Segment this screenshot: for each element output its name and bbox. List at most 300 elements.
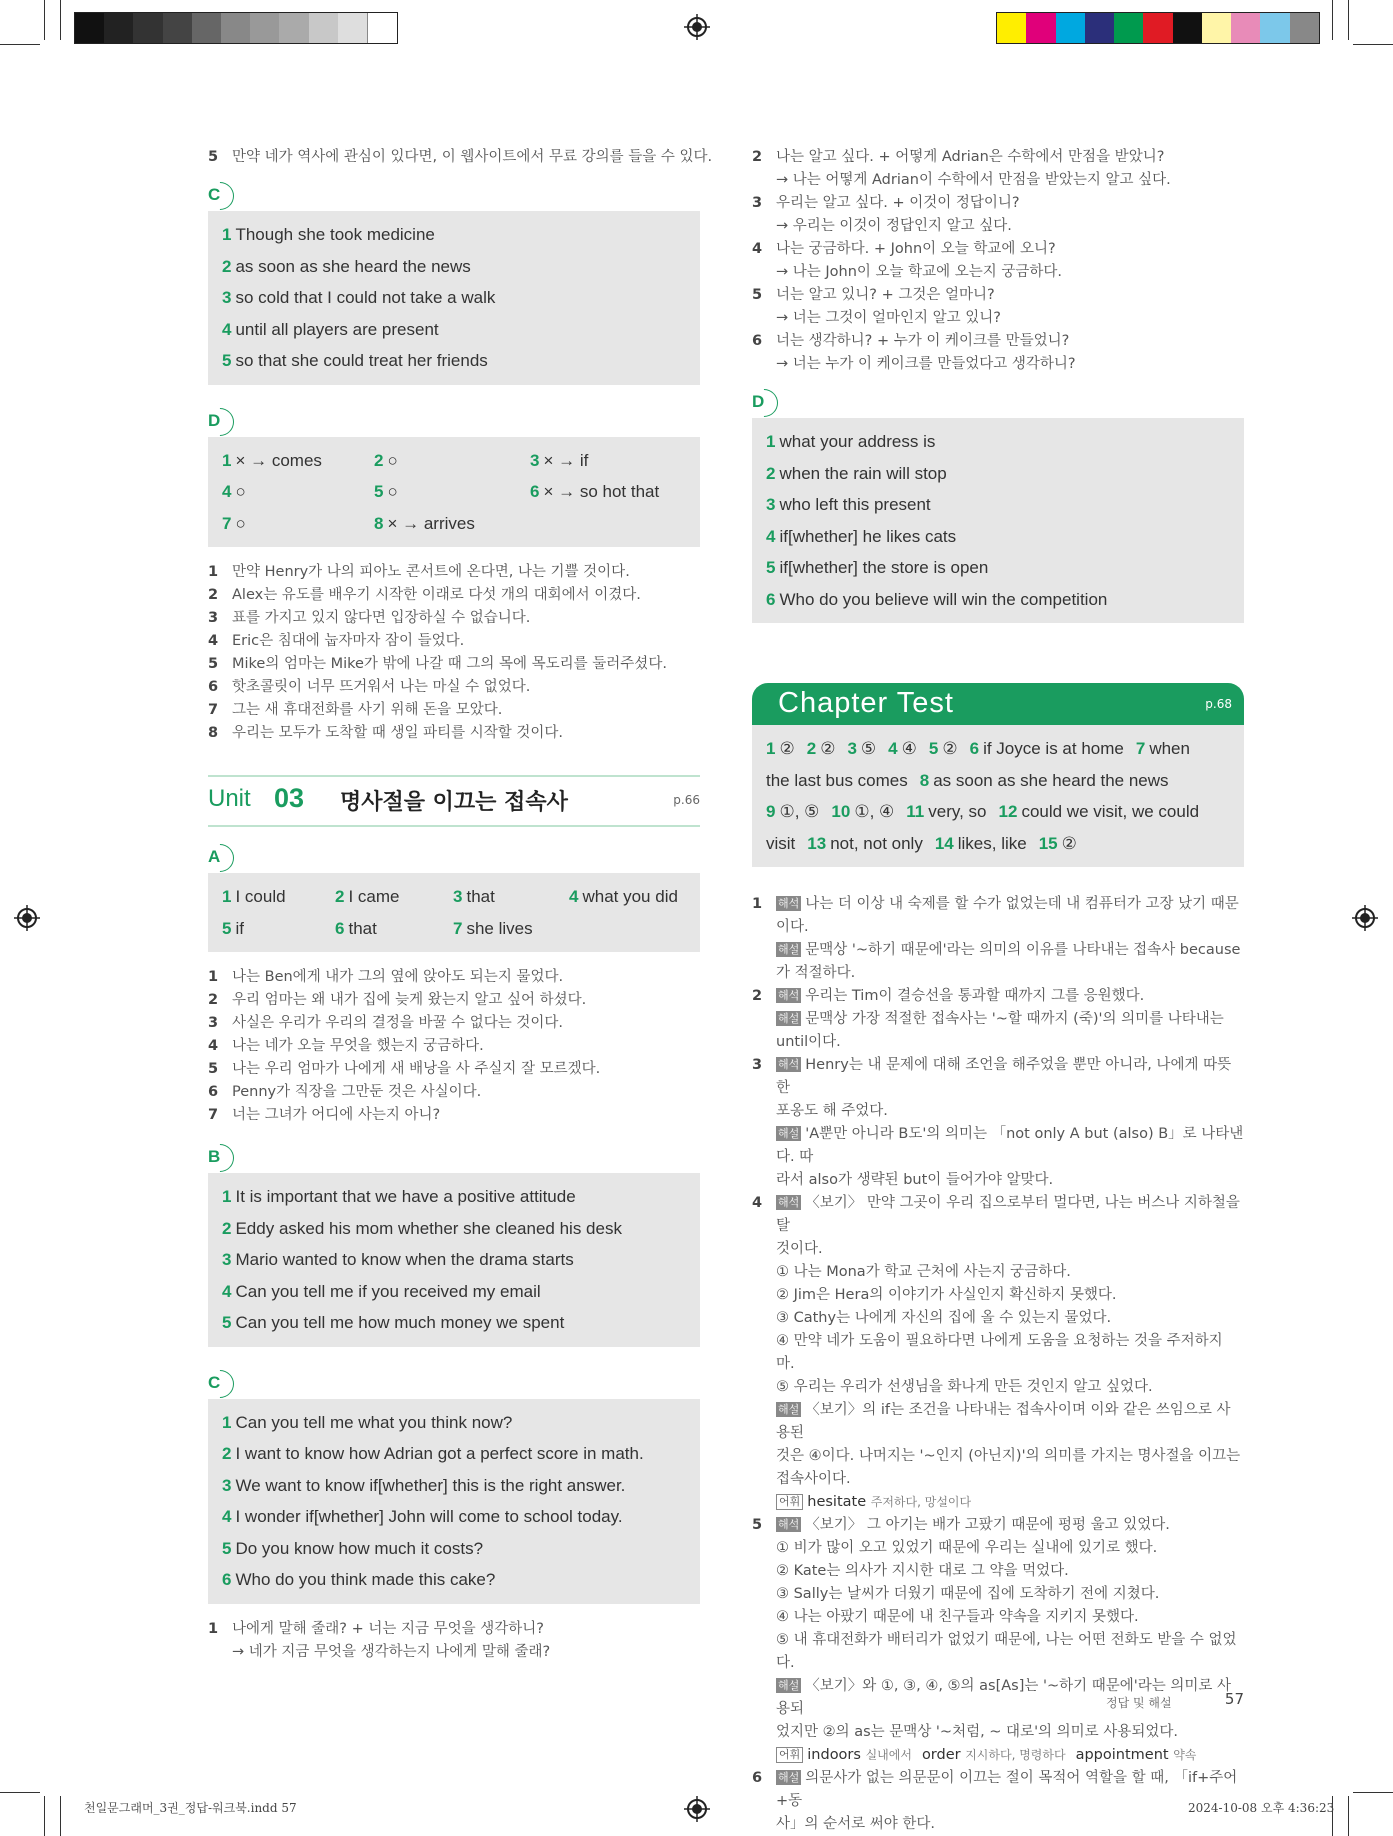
sentence-line: [752, 146, 1244, 169]
item-text: → 네가 지금 무엇을 생각하는지 나에게 말해 줄래?: [232, 1643, 551, 1660]
answer-text: very, so: [928, 802, 987, 821]
answer-text: that: [466, 887, 495, 906]
answer-cell: [222, 881, 335, 913]
registration-mark-icon: [1352, 905, 1378, 931]
item-text: Mike의 엄마는 Mike가 밖에 나갈 때 그의 목에 목도리를 둘러주셨다.: [232, 656, 667, 672]
answer-row: [222, 345, 686, 377]
answer-number: 13: [807, 833, 827, 853]
explanation-line: [752, 1721, 1244, 1744]
item-text: → 나는 John이 오늘 학교에 오는지 궁금하다.: [776, 264, 1063, 280]
item-number: 6: [752, 333, 763, 349]
answer-cell: [453, 913, 569, 945]
item-number: 2: [752, 988, 763, 1004]
explanation-line: [752, 1583, 1244, 1606]
explanation-tag: 해석: [778, 1196, 800, 1209]
answer-cell: [569, 913, 689, 945]
answer-text: ④: [901, 739, 917, 758]
right-column: [752, 146, 1244, 1836]
explanation-tag: 해설: [778, 1403, 800, 1416]
item-number: 1: [208, 564, 219, 580]
answer-number: 5: [222, 918, 232, 938]
section-label-b: B: [208, 1145, 700, 1175]
explanation-line: [752, 1192, 1244, 1238]
section-label-d: D: [208, 409, 700, 439]
explanation-text: ① 나는 Mona가 학교 근처에 사는지 궁금하다.: [776, 1264, 1071, 1280]
answer-number: 3: [847, 739, 857, 758]
unit-title: 명사절을 이끄는 접속사: [340, 790, 568, 815]
chapter-answer-line: [766, 828, 1230, 860]
answer-number: 3: [766, 495, 776, 514]
answer-number: 14: [934, 833, 954, 853]
explanation-text: ④ 만약 네가 도움이 필요하다면 나에게 도움을 요청하는 것을 주저하지 마.: [776, 1333, 1223, 1372]
explanation-text: 포옹도 해 주었다.: [776, 1103, 888, 1119]
crop-mark: [1332, 0, 1333, 40]
sentence-line: [752, 261, 1244, 284]
sentence-line: [208, 966, 700, 989]
item-number: 6: [208, 679, 219, 695]
explanation-text: 접속사이다.: [776, 1471, 851, 1487]
explanation-line: [752, 1330, 1244, 1376]
explanation-line: [752, 1261, 1244, 1284]
answer-text: as soon as she heard the news: [933, 770, 1169, 790]
answer-number: 2: [806, 739, 817, 758]
answer-box: [208, 211, 700, 385]
vocab-meaning: 약속: [1173, 1748, 1197, 1762]
explanation-line: [752, 1031, 1244, 1054]
answer-number: 4: [766, 526, 776, 546]
explanation-text: 문맥상 '~하기 때문에'라는 의미의 이유를 나타내는 접속사 because: [805, 942, 1241, 958]
answer-row: [222, 1470, 686, 1502]
item-text: 만약 Henry가 나의 피아노 콘서트에 온다면, 나는 기쁠 것이다.: [232, 564, 630, 580]
answer-number: 8: [919, 770, 930, 790]
answer-number: 6: [222, 1570, 232, 1589]
explanation-text: 가 적절하다.: [776, 965, 856, 981]
answer-number: 4: [222, 1507, 232, 1526]
explanation-text: 나는 더 이상 내 숙제를 할 수가 없었는데 내 컴퓨터가 고장 났기 때문: [805, 896, 1239, 912]
explanation-line: [752, 1284, 1244, 1307]
item-text: 표를 가지고 있지 않다면 입장하실 수 없습니다.: [232, 610, 531, 626]
explanation-tag: 해설: [778, 1679, 800, 1692]
explanation-text: 'A뿐만 아니라 B도'의 의미는 「not only A but (also) B」로 나타낸다. 따: [776, 1126, 1244, 1165]
answer-cell: [335, 881, 453, 913]
answer-cell: [335, 913, 453, 945]
explanation-text: 것이다.: [776, 1241, 823, 1257]
sentence-line: [208, 607, 700, 630]
answer-text: so cold that I could not take a walk: [235, 288, 496, 307]
answer-text: visit: [766, 833, 796, 853]
crop-mark: [1353, 44, 1393, 45]
answer-number: 1: [222, 1187, 232, 1206]
vocab-word: hesitate: [807, 1494, 871, 1510]
sentence-line: [208, 630, 700, 653]
crop-mark: [44, 1796, 45, 1836]
answer-text: It is important that we have a positive attitude: [235, 1187, 576, 1206]
item-text: 사실은 우리가 우리의 결정을 바꿀 수 없다는 것이다.: [232, 1015, 564, 1031]
chapter-test-page: p.68: [1205, 697, 1232, 711]
item-number: 8: [208, 725, 219, 741]
answer-number: 6: [766, 589, 776, 609]
explanation-line: [752, 962, 1244, 985]
item-number: 5: [208, 656, 219, 672]
answer-row: [222, 1564, 686, 1596]
answer-row: [766, 584, 1230, 616]
explanation-tag: 해설: [778, 1771, 800, 1784]
item-text: → 나는 어떻게 Adrian이 수학에서 만점을 받았는지 알고 싶다.: [776, 172, 1171, 188]
answer-number: 7: [453, 918, 463, 938]
chapter-test-header: [752, 683, 1244, 725]
unit-prefix: Unit: [208, 785, 251, 812]
sentence-line: [208, 584, 700, 607]
item-text: 나는 궁금하다. + John이 오늘 학교에 오니?: [776, 241, 1056, 257]
crop-mark: [44, 0, 45, 40]
answer-number: 5: [766, 558, 776, 577]
item-text: 너는 그녀가 어디에 사는지 아니?: [232, 1107, 441, 1123]
explanation-line: [752, 1514, 1244, 1537]
answer-row: [222, 251, 686, 283]
sentence-line: [208, 1012, 700, 1035]
answer-number: 5: [928, 739, 939, 758]
answer-text: × → comes: [235, 450, 322, 470]
chapter-answer-line: [766, 733, 1230, 765]
explanation-line: [752, 1008, 1244, 1031]
answer-text: We want to know if[whether] this is the right answer.: [235, 1475, 626, 1495]
explanation-tag: 해석: [778, 897, 800, 910]
crop-mark: [1348, 0, 1349, 40]
sentence-line: [208, 1104, 700, 1127]
answer-number: 10: [831, 802, 851, 821]
answer-text: until all players are present: [235, 319, 439, 339]
answer-row: [222, 219, 686, 251]
vocab-word: indoors: [807, 1747, 866, 1763]
explanation-line: [752, 1376, 1244, 1399]
answer-text: ⑤: [860, 739, 877, 758]
explanation-line: [752, 1560, 1244, 1583]
explanation-tag: 어휘: [776, 1494, 803, 1510]
answer-cell: [569, 881, 689, 913]
explanation-text: 사」의 순서로 써야 한다.: [776, 1816, 935, 1832]
explanation-text: 〈보기〉 만약 그곳이 우리 집으로부터 멀다면, 나는 버스나 지하철을 탈: [776, 1195, 1240, 1234]
crop-mark: [0, 44, 40, 45]
explanation-text: 이다.: [776, 919, 809, 935]
item-number: 3: [752, 195, 763, 211]
explanation-text: 우리는 Tim이 결승선을 통과할 때까지 그를 응원했다.: [805, 988, 1145, 1004]
item-number: 1: [752, 896, 763, 912]
answer-row: [766, 521, 1230, 553]
answer-number: 1: [766, 432, 776, 451]
explanation-line: [752, 916, 1244, 939]
answer-number: 3: [222, 1475, 232, 1495]
page-number: 57: [1224, 1690, 1244, 1708]
answer-number: 3: [222, 288, 232, 307]
answer-number: 1: [766, 739, 776, 758]
item-text: 나는 Ben에게 내가 그의 옆에 앉아도 되는지 물었다.: [232, 969, 564, 985]
item-number: 4: [208, 633, 219, 649]
answer-cell: [530, 476, 670, 508]
answer-text: when the rain will stop: [779, 463, 947, 483]
item-text: 나는 네가 오늘 무엇을 했는지 궁금하다.: [232, 1038, 484, 1054]
answer-number: 4: [888, 739, 898, 758]
explanation-tag: 해설: [778, 1127, 800, 1140]
crop-mark: [1348, 1796, 1349, 1836]
explanation-text: 〈보기〉 그 아기는 배가 고팠기 때문에 펑펑 울고 있었다.: [805, 1517, 1170, 1533]
item-text: 만약 네가 역사에 관심이 있다면, 이 웹사이트에서 무료 강의를 들을 수 있다.: [232, 149, 713, 165]
explanation-text: 문맥상 가장 적절한 접속사는 '~할 때까지 (죽)'의 의미를 나타내는: [805, 1011, 1224, 1027]
item-number: 5: [752, 287, 763, 303]
answer-box: [208, 1399, 700, 1604]
answer-row: [222, 1213, 686, 1245]
answer-text: I came: [348, 887, 400, 906]
answer-text: Can you tell me how much money we spent: [235, 1313, 565, 1332]
item-number: 5: [208, 1061, 219, 1077]
sentence-line: [752, 169, 1244, 192]
answer-row: [222, 1276, 686, 1308]
item-text: 너는 생각하니? + 누가 이 케이크를 만들었니?: [776, 333, 1070, 349]
crop-mark: [1353, 1792, 1393, 1793]
answer-text: Who do you think made this cake?: [235, 1570, 496, 1589]
explanation-tag: 해설: [778, 943, 800, 956]
chapter-answer-line: [766, 796, 1230, 828]
answer-text: if Joyce is at home: [983, 739, 1124, 758]
answer-number: 2: [222, 256, 232, 276]
sentence-line: [208, 699, 700, 722]
answer-number: 8: [374, 513, 384, 533]
answer-number: 9: [766, 802, 776, 821]
explanation-line: [752, 1606, 1244, 1629]
answer-number: 11: [906, 802, 925, 821]
answer-number: 4: [569, 887, 579, 906]
explanation-text: until이다.: [776, 1034, 841, 1050]
answer-cell: [453, 881, 569, 913]
item-text: → 우리는 이것이 정답인지 알고 싶다.: [776, 218, 1012, 234]
footer-label: 정답 및 해설: [1106, 1696, 1172, 1710]
item-number: 7: [208, 702, 219, 718]
item-text: 너는 알고 있니? + 그것은 얼마니?: [776, 287, 995, 303]
answer-text: as soon as she heard the news: [235, 256, 471, 276]
sentence-line: [208, 1058, 700, 1081]
item-number: 2: [208, 587, 219, 603]
item-number: 3: [752, 1057, 763, 1073]
answer-text: who left this present: [779, 495, 931, 514]
answer-text: ○: [387, 482, 398, 501]
answer-text: ○: [387, 450, 398, 470]
answer-number: 2: [374, 450, 384, 470]
slug-date: 2024-10-08 오후 4:36:23: [1188, 1801, 1335, 1815]
answer-number: 2: [766, 463, 776, 483]
answer-cell: [530, 445, 670, 477]
sentence-line: [752, 238, 1244, 261]
answer-text: I could: [235, 887, 286, 906]
answer-number: 5: [374, 482, 384, 501]
chapter-answer-line: [766, 765, 1230, 797]
answer-number: 4: [222, 1281, 232, 1301]
answer-text: what your address is: [779, 432, 936, 451]
answer-number: 1: [222, 887, 232, 906]
explanation-line: [752, 1491, 1244, 1514]
item-number: 4: [752, 1195, 763, 1211]
answer-number: 1: [222, 450, 232, 470]
item-text: → 너는 누가 이 케이크를 만들었다고 생각하니?: [776, 356, 1076, 372]
answer-cell: [374, 445, 530, 477]
vocab-meaning: 주저하다, 망설이다: [870, 1495, 972, 1509]
sentence-line: [208, 989, 700, 1012]
answer-text: ②: [820, 739, 836, 758]
explanation-text: 〈보기〉의 if는 조건을 나타내는 접속사이며 이와 같은 쓰임으로 사용된: [776, 1402, 1231, 1441]
answer-text: that: [348, 918, 377, 938]
explanation-text: ① 비가 많이 오고 있었기 때문에 우리는 실내에 있기로 했다.: [776, 1540, 1158, 1556]
answer-text: ①, ⑤: [779, 802, 820, 821]
vocab-word: order: [921, 1747, 966, 1763]
item-text: Penny가 직장을 그만둔 것은 사실이다.: [232, 1084, 482, 1100]
sentence-line: [752, 192, 1244, 215]
answer-line: [208, 146, 713, 169]
explanation-text: ⑤ 내 휴대전화가 배터리가 없었기 때문에, 나는 어떤 전화도 받을 수 없었다.: [776, 1632, 1237, 1671]
answer-number: 6: [335, 918, 345, 938]
explanation-line: [752, 1238, 1244, 1261]
sentence-list: [208, 561, 700, 745]
answer-number: 7: [222, 513, 232, 533]
answer-number: 12: [998, 802, 1018, 821]
answer-grid: [208, 437, 700, 548]
item-text: → 너는 그것이 얼마인지 알고 있니?: [776, 310, 1001, 326]
item-text: Alex는 유도를 배우기 시작한 이래로 다섯 개의 대회에서 이겼다.: [232, 587, 641, 603]
sentence-line: [208, 722, 700, 745]
answer-row: [222, 1533, 686, 1565]
explanation-line: [752, 1537, 1244, 1560]
explanation-line: [752, 1054, 1244, 1100]
answer-text: Mario wanted to know when the drama starts: [235, 1250, 574, 1269]
answer-text: I wonder if[whether] John will come to school today.: [235, 1507, 623, 1526]
explanation-line: [752, 1123, 1244, 1169]
grayscale-bar: [74, 12, 398, 44]
crop-mark: [60, 1796, 61, 1836]
sentence-line: [208, 1081, 700, 1104]
sentence-line: [208, 561, 700, 584]
answer-text: ②: [1061, 833, 1077, 853]
answer-text: Can you tell me if you received my email: [235, 1281, 541, 1301]
answer-text: ①, ④: [854, 802, 895, 821]
answer-cell: [222, 476, 374, 508]
answer-grid: [208, 873, 700, 952]
explanation-text: ③ Cathy는 나에게 자신의 집에 올 수 있는지 물었다.: [776, 1310, 1112, 1326]
answer-number: 3: [453, 887, 463, 906]
explanation-text: 의문사가 없는 의문문이 이끄는 절이 목적어 역할을 할 때, 「if+주어+동: [776, 1770, 1238, 1809]
answer-number: 2: [222, 1218, 232, 1238]
explanation-line: [752, 1813, 1244, 1836]
crop-mark: [60, 0, 61, 40]
answer-row: [766, 426, 1230, 458]
answer-cell: [222, 913, 335, 945]
sentence-line: [752, 353, 1244, 376]
answer-text: if[whether] the store is open: [779, 558, 989, 577]
page-footer: [1100, 1690, 1244, 1714]
answer-number: 7: [1135, 739, 1146, 758]
answer-text: ○: [235, 513, 246, 533]
answer-number: 5: [222, 1313, 232, 1332]
item-number: 4: [208, 1038, 219, 1054]
explanation-tag: 해석: [778, 989, 800, 1002]
slug-file: 천일문그래머_3권_정답-워크북.indd 57: [84, 1801, 297, 1815]
vocab-meaning: 실내에서: [865, 1748, 912, 1762]
answer-number: 6: [530, 482, 540, 501]
explanation-tag: 해석: [778, 1058, 800, 1071]
vocab-meaning: 지시하다, 명령하다: [965, 1748, 1066, 1762]
answer-text: likes, like: [957, 833, 1027, 853]
section-label-d: D: [752, 390, 1244, 420]
answer-text: Eddy asked his mom whether she cleaned his desk: [235, 1218, 622, 1238]
answer-row: [222, 282, 686, 314]
item-text: 나는 우리 엄마가 나에게 새 배낭을 사 주실지 잘 모르겠다.: [232, 1061, 601, 1077]
explanation-line: [752, 1100, 1244, 1123]
color-bar: [996, 12, 1320, 44]
explanation-tag: 해설: [778, 1012, 800, 1025]
answer-number: 3: [530, 450, 540, 470]
unit-page: p.66: [673, 793, 700, 807]
answer-text: Though she took medicine: [235, 225, 435, 244]
answer-number: 6: [969, 739, 980, 758]
answer-text: Can you tell me what you think now?: [235, 1412, 513, 1432]
unit-number: 03: [274, 783, 305, 813]
answer-text: so that she could treat her friends: [235, 351, 488, 370]
chapter-test-title: Chapter Test: [778, 687, 954, 719]
registration-mark-icon: [684, 14, 710, 40]
item-number: 5: [752, 1517, 763, 1533]
answer-row: [222, 1501, 686, 1533]
answer-text: if[whether] he likes cats: [779, 526, 957, 546]
explanation-text: ② Kate는 의사가 지시한 대로 그 약을 먹었다.: [776, 1563, 1069, 1579]
section-label-a: A: [208, 845, 700, 875]
answer-number: 2: [222, 1444, 232, 1463]
answer-text: × → arrives: [387, 513, 475, 533]
item-number: 3: [208, 610, 219, 626]
explanation-line: [752, 985, 1244, 1008]
answer-row: [222, 1407, 686, 1439]
item-number: 6: [208, 1084, 219, 1100]
item-text: 우리 엄마는 왜 내가 집에 늦게 왔는지 알고 싶어 하셨다.: [232, 992, 587, 1008]
item-text: Eric은 침대에 눕자마자 잠이 들었다.: [232, 633, 465, 649]
answer-cell: [222, 445, 374, 477]
vocab-word: appointment: [1075, 1747, 1174, 1763]
answer-number: 3: [222, 1250, 232, 1269]
answer-text: × → so hot that: [543, 482, 660, 501]
answer-number: 1: [222, 1412, 232, 1432]
explanation-line: [752, 1307, 1244, 1330]
explanation-text: 었지만 ②의 as는 문맥상 '~처럼, ~ 대로'의 의미로 사용되었다.: [776, 1724, 1178, 1740]
item-text: 나에게 말해 줄래? + 너는 지금 무엇을 생각하니?: [232, 1620, 544, 1637]
explanation-line: [752, 1169, 1244, 1192]
sentence-line: [752, 330, 1244, 353]
answer-text: she lives: [466, 918, 533, 938]
item-number: 2: [752, 149, 763, 165]
answer-number: 4: [222, 319, 232, 339]
answer-row: [222, 1438, 686, 1470]
answer-number: 2: [335, 887, 345, 906]
item-text: 핫초콜릿이 너무 뜨거워서 나는 마실 수 없었다.: [232, 679, 531, 695]
answer-number: 4: [222, 482, 232, 501]
explanation-line: [752, 1744, 1244, 1767]
answer-text: what you did: [582, 887, 678, 906]
item-text: 나는 알고 싶다. + 어떻게 Adrian은 수학에서 만점을 받았니?: [776, 149, 1165, 165]
sentence-line: [208, 1035, 700, 1058]
answer-number: 5: [222, 1538, 232, 1558]
answer-cell: [530, 508, 670, 540]
answer-text: ○: [235, 482, 246, 501]
explanation-text: 〈보기〉와 ①, ③, ④, ⑤의 as[As]는 '~하기 때문에'라는 의미로 사용되: [776, 1678, 1232, 1717]
answer-row: [222, 314, 686, 346]
answer-cell: [222, 508, 374, 540]
item-text: 그는 새 휴대전화를 사기 위해 돈을 모았다.: [232, 702, 503, 718]
answer-text: the last bus comes: [766, 770, 908, 790]
answer-row: [222, 1244, 686, 1276]
